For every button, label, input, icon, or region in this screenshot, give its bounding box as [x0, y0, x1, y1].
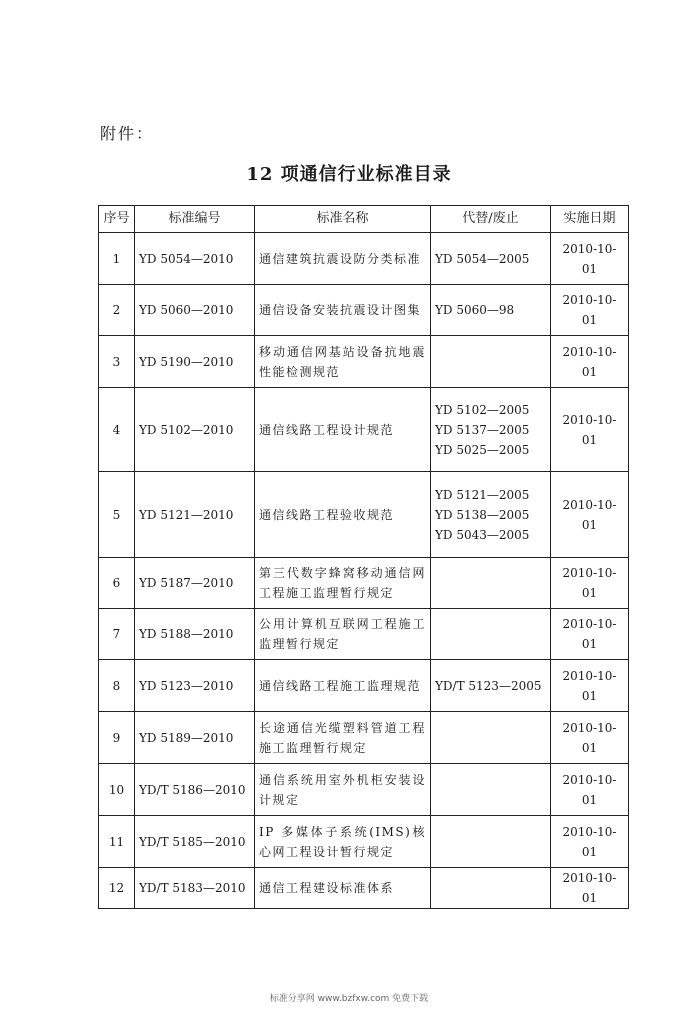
table-row: [99, 558, 629, 609]
table-row: [99, 712, 629, 764]
replaces-cell: [431, 868, 551, 909]
replaces-cell: [431, 285, 551, 336]
table-row: [99, 285, 629, 336]
standard-name: IP 多媒体子系统(IMS)核心网工程设计暂行规定: [255, 816, 431, 868]
replaces-cell: [431, 712, 551, 764]
row-number: 6: [99, 558, 135, 609]
header-code: 标准编号: [135, 206, 255, 233]
standard-name: 通信设备安装抗震设计图集: [255, 285, 431, 336]
replaces-cell: [431, 336, 551, 388]
standard-name: 通信工程建设标准体系: [255, 868, 431, 909]
row-number: 10: [99, 764, 135, 816]
standard-name: 通信线路工程验收规范: [255, 472, 431, 558]
header-date: 实施日期: [551, 206, 629, 233]
effective-date: 2010-10-01: [551, 388, 629, 472]
standard-code: YD/T 5185—2010: [135, 816, 255, 868]
header-replaces: 代替/废止: [431, 206, 551, 233]
replaced-standard: YD 5054—2005: [435, 251, 530, 266]
replaces-cell: [431, 233, 551, 285]
row-number: 11: [99, 816, 135, 868]
table-row: [99, 609, 629, 660]
table-row: [99, 233, 629, 285]
effective-date: 2010-10-01: [551, 233, 629, 285]
replaced-standard: YD 5025—2005: [435, 442, 530, 457]
replaced-standard: YD/T 5123—2005: [435, 678, 542, 693]
row-number: 1: [99, 233, 135, 285]
replaces-cell: [431, 388, 551, 472]
replaces-cell: [431, 472, 551, 558]
footer-watermark: 标准分享网 www.bzfxw.com 免费下载: [269, 994, 429, 1004]
standard-code: YD 5054—2010: [135, 233, 255, 285]
row-number: 12: [99, 868, 135, 909]
standard-name: 第三代数字蜂窝移动通信网工程施工监理暂行规定: [255, 558, 431, 609]
standard-code: YD 5187—2010: [135, 558, 255, 609]
standard-code: YD 5123—2010: [135, 660, 255, 712]
standard-code: YD 5121—2010: [135, 472, 255, 558]
effective-date: 2010-10-01: [551, 764, 629, 816]
standard-code: YD/T 5183—2010: [135, 868, 255, 909]
table-header-row: [99, 206, 629, 233]
standard-name: 通信系统用室外机柜安装设计规定: [255, 764, 431, 816]
table-row: [99, 472, 629, 558]
replaced-standard: YD 5043—2005: [435, 527, 530, 542]
effective-date: 2010-10-01: [551, 472, 629, 558]
effective-date: 2010-10-01: [551, 336, 629, 388]
row-number: 4: [99, 388, 135, 472]
standards-table: [98, 205, 629, 909]
header-no: 序号: [99, 206, 135, 233]
effective-date: 2010-10-01: [551, 868, 629, 909]
replaces-cell: [431, 764, 551, 816]
effective-date: 2010-10-01: [551, 558, 629, 609]
row-number: 9: [99, 712, 135, 764]
standard-code: YD 5102—2010: [135, 388, 255, 472]
effective-date: 2010-10-01: [551, 660, 629, 712]
replaced-standard: YD 5121—2005: [435, 487, 530, 502]
table-row: [99, 660, 629, 712]
replaces-cell: [431, 660, 551, 712]
standard-name: 长途通信光缆塑料管道工程施工监理暂行规定: [255, 712, 431, 764]
effective-date: 2010-10-01: [551, 609, 629, 660]
standard-code: YD 5190—2010: [135, 336, 255, 388]
row-number: 7: [99, 609, 135, 660]
row-number: 5: [99, 472, 135, 558]
standard-code: YD 5060—2010: [135, 285, 255, 336]
header-name: 标准名称: [255, 206, 431, 233]
table-row: [99, 868, 629, 909]
replaces-cell: [431, 609, 551, 660]
document-title: 12 项通信行业标准目录: [246, 164, 452, 185]
standard-name: 通信线路工程施工监理规范: [255, 660, 431, 712]
replaces-cell: [431, 816, 551, 868]
standard-name: 公用计算机互联网工程施工监理暂行规定: [255, 609, 431, 660]
row-number: 3: [99, 336, 135, 388]
attachment-label: 附件：: [100, 124, 155, 143]
standard-name: 通信建筑抗震设防分类标准: [255, 233, 431, 285]
standard-code: YD/T 5186—2010: [135, 764, 255, 816]
table-row: [99, 764, 629, 816]
replaced-standard: YD 5060—98: [435, 303, 515, 317]
replaces-cell: [431, 558, 551, 609]
effective-date: 2010-10-01: [551, 712, 629, 764]
table-row: [99, 388, 629, 472]
table-row: [99, 816, 629, 868]
row-number: 8: [99, 660, 135, 712]
replaced-standard: YD 5102—2005: [435, 402, 530, 417]
standard-code: YD 5189—2010: [135, 712, 255, 764]
replaced-standard: YD 5137—2005: [435, 422, 530, 437]
effective-date: 2010-10-01: [551, 816, 629, 868]
replaced-standard: YD 5138—2005: [435, 507, 530, 522]
row-number: 2: [99, 285, 135, 336]
effective-date: 2010-10-01: [551, 285, 629, 336]
standard-code: YD 5188—2010: [135, 609, 255, 660]
standard-name: 通信线路工程设计规范: [255, 388, 431, 472]
standard-name: 移动通信网基站设备抗地震性能检测规范: [255, 336, 431, 388]
table-body: [99, 233, 629, 909]
table-row: [99, 336, 629, 388]
